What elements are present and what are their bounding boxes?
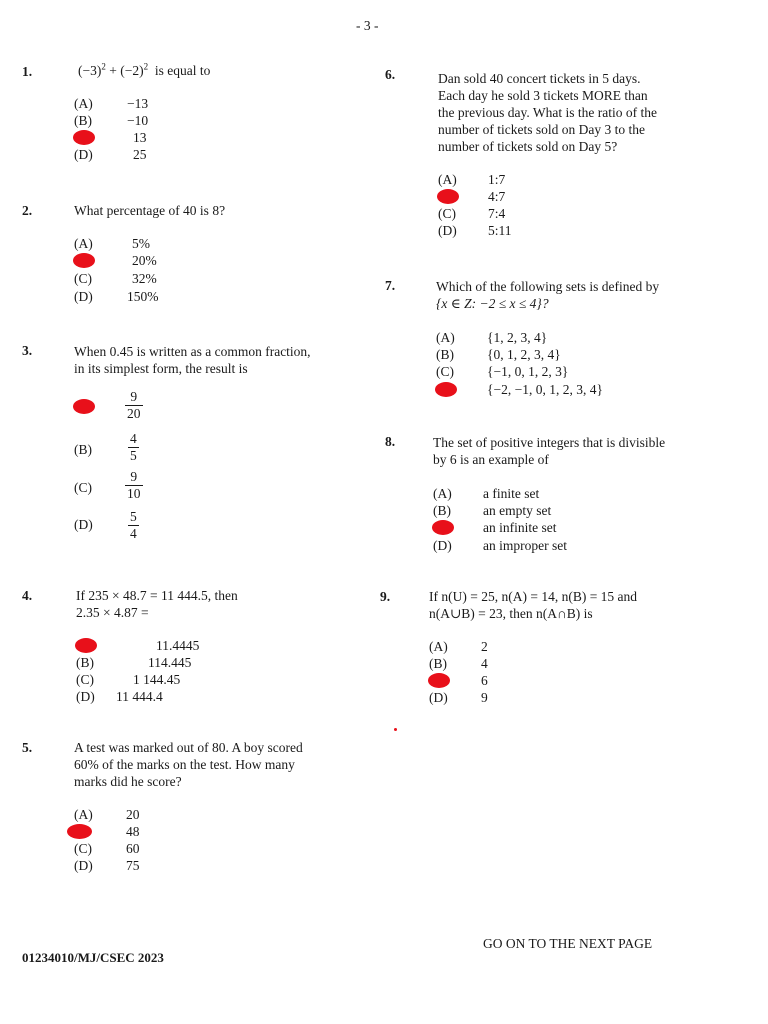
question-number: 4. bbox=[22, 588, 33, 603]
question-stem: by 6 is an example of bbox=[433, 452, 549, 467]
answer-mark bbox=[75, 638, 97, 653]
answer-mark bbox=[437, 189, 459, 204]
fraction: 9 20 bbox=[127, 389, 141, 421]
question-stem: 2.35 × 4.87 = bbox=[76, 605, 149, 620]
question-number: 9. bbox=[380, 589, 391, 604]
page-number: - 3 - bbox=[356, 18, 379, 33]
question-stem: the previous day. What is the ratio of the bbox=[438, 105, 657, 120]
question-stem: {x ∈ Z: −2 ≤ x ≤ 4}? bbox=[436, 296, 549, 311]
question-stem: If n(U) = 25, n(A) = 14, n(B) = 15 and bbox=[429, 589, 638, 604]
question-stem: marks did he score? bbox=[74, 774, 182, 789]
question-number: 5. bbox=[22, 740, 33, 755]
answer-mark bbox=[428, 673, 450, 688]
answer-mark bbox=[432, 520, 454, 535]
go-on-notice: GO ON TO THE NEXT PAGE bbox=[483, 936, 653, 951]
fraction: 9 10 bbox=[127, 469, 141, 501]
question-stem: A test was marked out of 80. A boy scored bbox=[74, 740, 303, 755]
question-stem: number of tickets sold on Day 5? bbox=[438, 139, 618, 154]
question-number: 2. bbox=[22, 203, 33, 218]
question-stem: What percentage of 40 is 8? bbox=[74, 203, 226, 218]
question-stem: Each day he sold 3 tickets MORE than bbox=[438, 88, 648, 103]
question-stem: n(A∪B) = 23, then n(A∩B) is bbox=[429, 606, 593, 621]
question-stem: $(-3)^2 + (-2)^2$ is equal to bbox=[78, 61, 211, 78]
question-stem: number of tickets sold on Day 3 to the bbox=[438, 122, 645, 137]
question-stem: If 235 × 48.7 = 11 444.5, then bbox=[76, 588, 238, 603]
answer-mark bbox=[435, 382, 457, 397]
question-stem: in its simplest form, the result is bbox=[74, 361, 248, 376]
question-number: 6. bbox=[385, 67, 396, 82]
question-number: 1. bbox=[22, 64, 33, 79]
question-stem: 60% of the marks on the test. How many bbox=[74, 757, 295, 772]
fraction: 5 4 bbox=[130, 509, 137, 541]
answer-mark bbox=[73, 253, 95, 268]
stray-mark bbox=[394, 728, 397, 731]
fraction: 4 5 bbox=[130, 431, 137, 463]
paper-code: 01234010/MJ/CSEC 2023 bbox=[22, 950, 164, 965]
question-stem: Which of the following sets is defined by bbox=[436, 279, 660, 294]
answer-mark bbox=[73, 130, 95, 145]
question-stem: Dan sold 40 concert tickets in 5 days. bbox=[438, 71, 641, 86]
question-stem: The set of positive integers that is divisible bbox=[433, 435, 666, 450]
question-number: 3. bbox=[22, 343, 33, 358]
answer-mark bbox=[67, 824, 92, 839]
question-stem: When 0.45 is written as a common fraction, bbox=[74, 344, 311, 359]
question-number: 8. bbox=[385, 434, 396, 449]
answer-mark bbox=[73, 399, 95, 414]
question-number: 7. bbox=[385, 278, 396, 293]
